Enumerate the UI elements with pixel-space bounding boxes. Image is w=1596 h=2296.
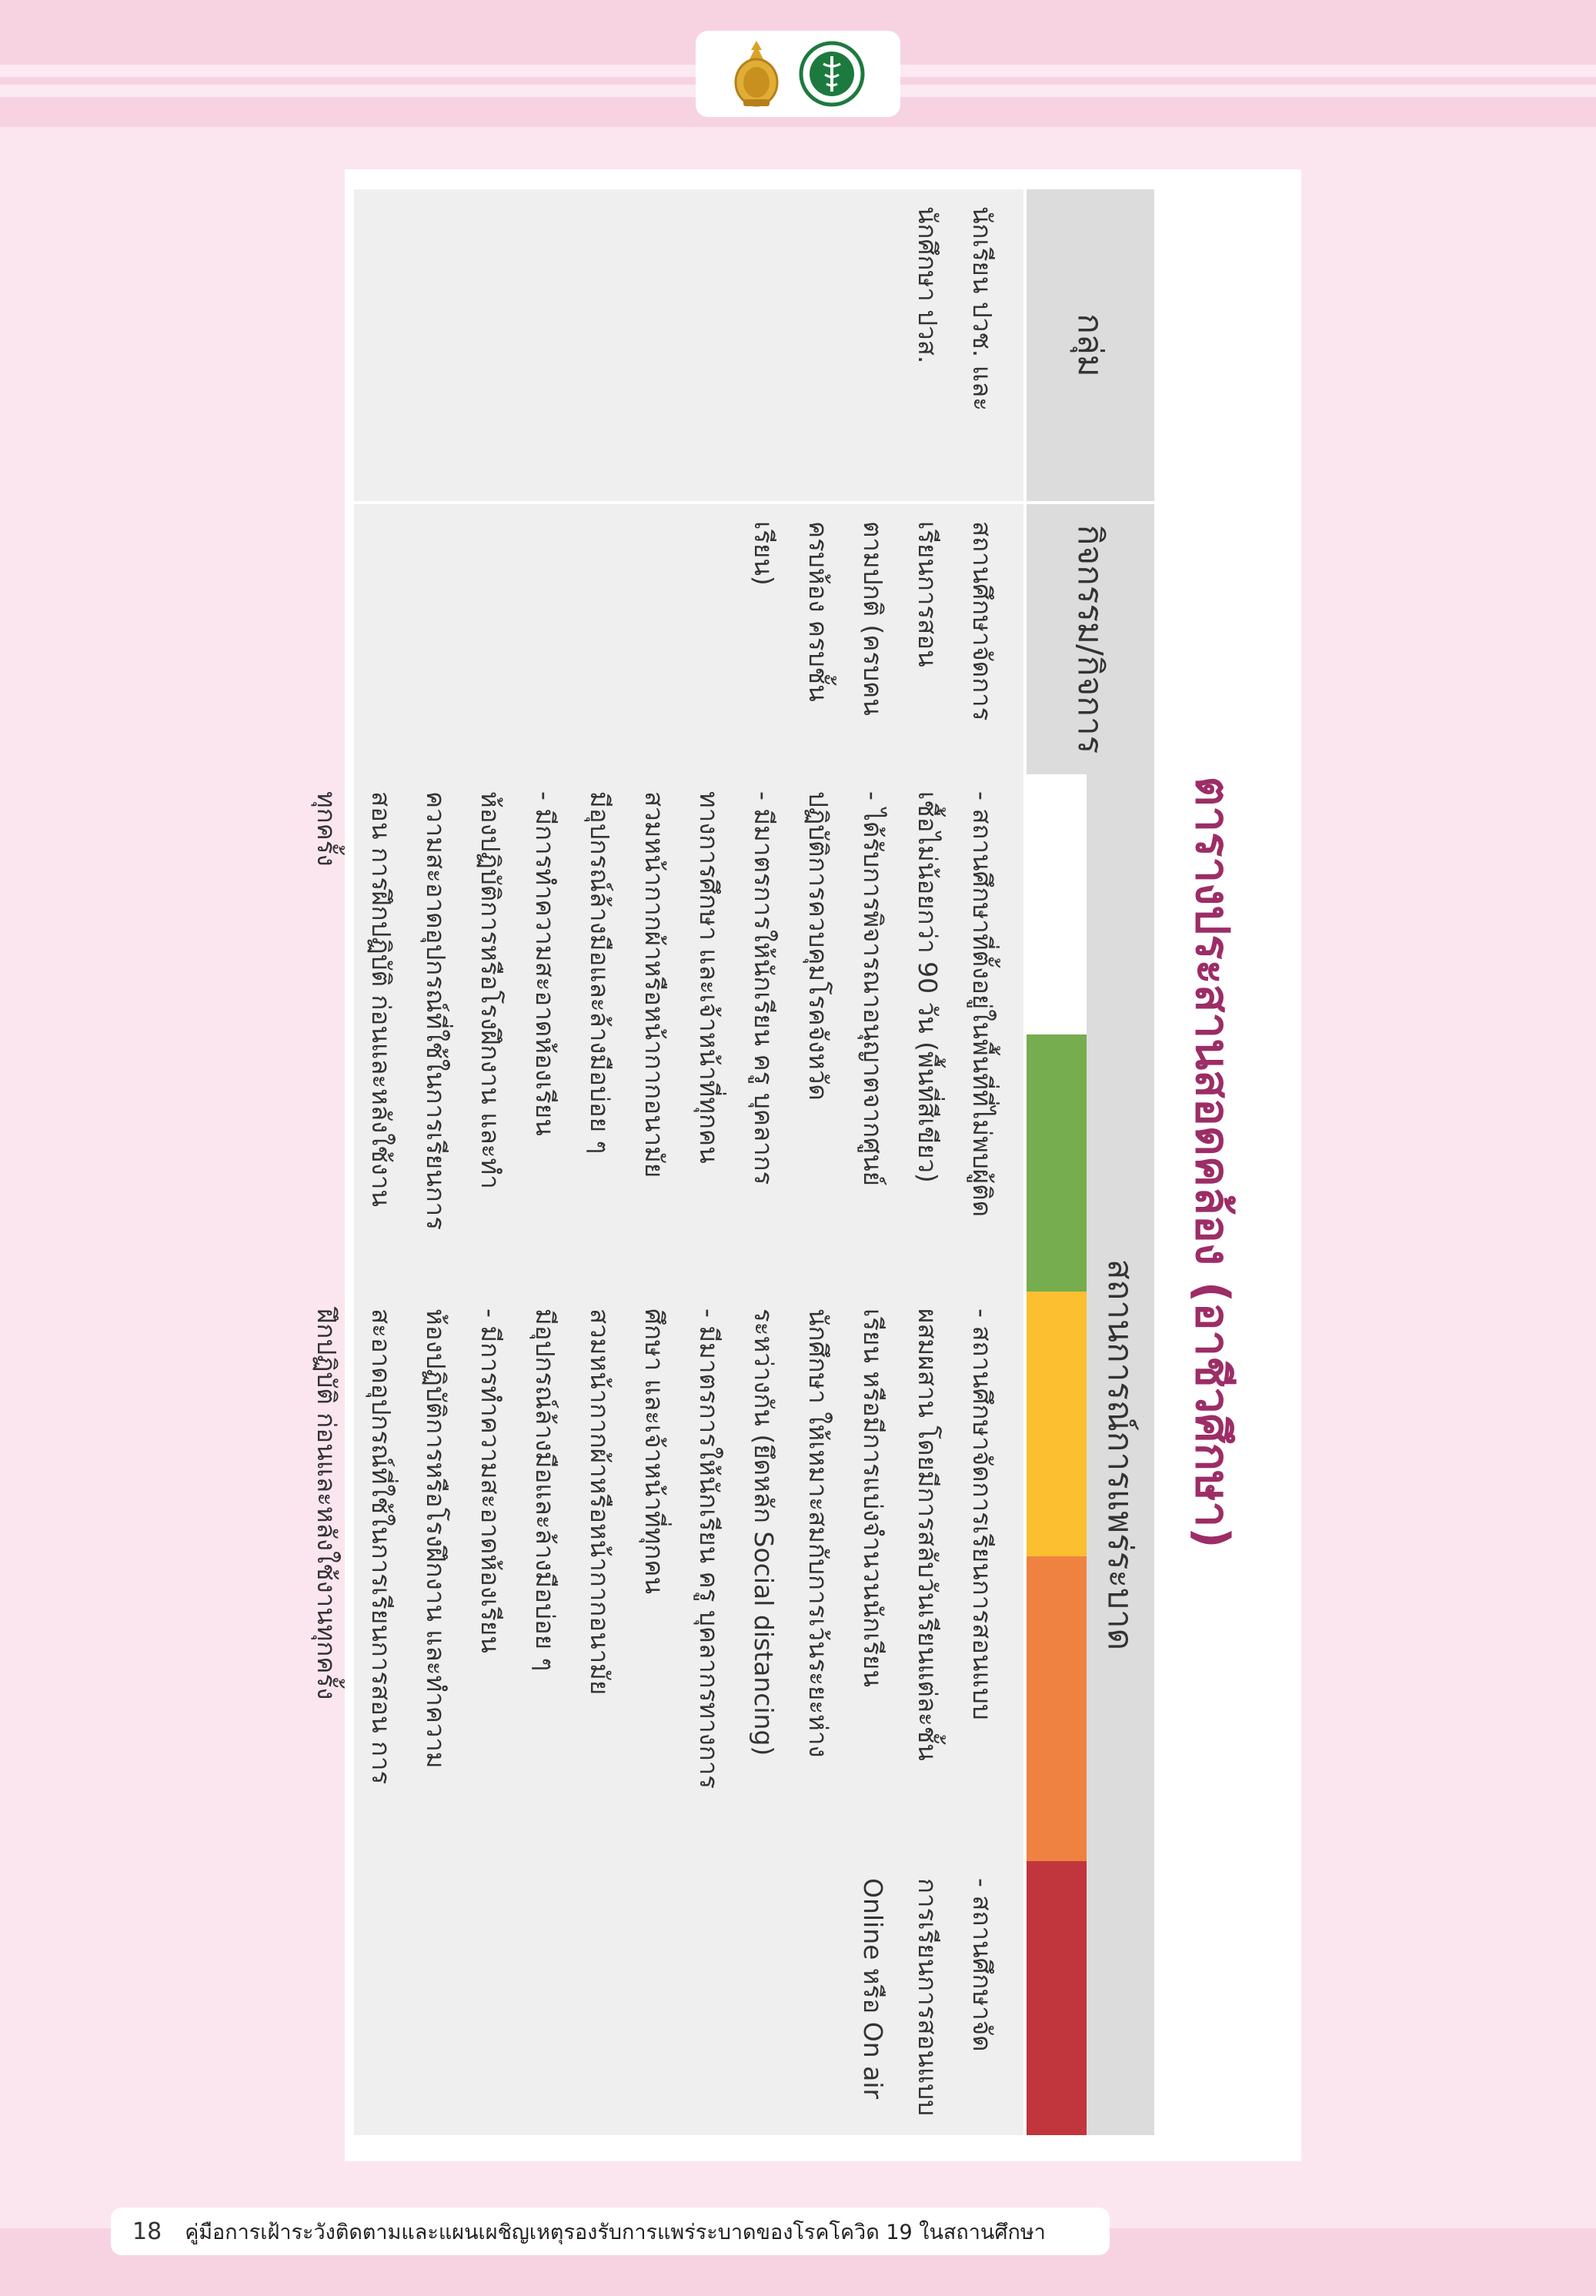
text-line: ห้องปฏิบัติการหรือโรงฝึกงาน และทำความ bbox=[421, 1308, 451, 1769]
table-container bbox=[312, 189, 1154, 2135]
cell-green-measures bbox=[312, 774, 1023, 1292]
text-line: นักศึกษา ให้เหมาะสมกับการเว้นระยะห่าง bbox=[803, 1308, 833, 1758]
footer bbox=[111, 2207, 1110, 2255]
text-line: เชื้อไม่น้อยกว่า 90 วัน (พื้นที่สีเขียว) bbox=[913, 791, 943, 1183]
text-line: มีอุปกรณ์ล้างมือและล้างมือบ่อย ๆ bbox=[585, 791, 615, 1155]
status-yellow-swatch bbox=[1027, 1292, 1087, 1556]
text-line: ศึกษา และเจ้าหน้าที่ทุกคน bbox=[639, 1308, 669, 1595]
text-line: สถานศึกษาจัดการ bbox=[967, 521, 997, 721]
text-line: ทุกครั้ง bbox=[312, 791, 342, 867]
text-line: - ได้รับการพิจารณาอนุญาตจากศูนย์ bbox=[858, 791, 888, 1186]
coordination-table bbox=[312, 189, 1154, 2135]
text-line: ห้องปฏิบัติการหรือโรงฝึกงาน และทำ bbox=[476, 791, 506, 1189]
text-line: นักศึกษา ปวส. bbox=[913, 206, 943, 364]
text-line: - มีการทำความสะอาดห้องเรียน bbox=[530, 791, 560, 1136]
text-line: มีอุปกรณ์ล้างมือและล้างมือบ่อย ๆ bbox=[530, 1308, 560, 1672]
text-line: - สถานศึกษาจัด bbox=[967, 1878, 997, 2052]
text-line: ความสะอาดอุปกรณ์ที่ใช้ในการเรียนการ bbox=[421, 791, 451, 1230]
page-number: 18 bbox=[132, 2217, 162, 2245]
text-line: ผสมผสาน โดยมีการสลับวันเรียนแต่ละชั้น bbox=[913, 1308, 943, 1761]
text-line: - มีการทำความสะอาดห้องเรียน bbox=[476, 1308, 506, 1653]
page-title: ตารางประสานสอดคล้อง (อาชีวศึกษา) bbox=[1185, 776, 1240, 1549]
text-line: ตามปกติ (ครบคน bbox=[858, 521, 888, 716]
text-line: นักเรียน ปวช. และ bbox=[967, 206, 997, 411]
logo-container bbox=[696, 31, 900, 117]
cell-orange-measures bbox=[312, 1292, 1023, 1861]
text-line: สวมหน้ากากผ้าหรือหน้ากากอนามัย bbox=[639, 791, 669, 1178]
status-red-swatch bbox=[1027, 1861, 1087, 2135]
header-activity: กิจกรรม/กิจการ bbox=[1027, 504, 1154, 774]
rotated-page-content bbox=[312, 177, 1253, 2147]
blank-header-cell bbox=[1027, 774, 1087, 1034]
ministry-education-seal-icon bbox=[731, 39, 782, 109]
text-line: สวมหน้ากากผ้าหรือหน้ากากอนามัย bbox=[585, 1308, 615, 1696]
header-situation: สถานการณ์การแพร่ระบาด bbox=[1087, 774, 1154, 2135]
text-line: เรียนการสอน bbox=[913, 521, 943, 667]
text-line: - สถานศึกษาที่ตั้งอยู่ในพื้นที่ที่ไม่พบผู้ติด bbox=[967, 791, 997, 1218]
text-line: ฝึกปฏิบัติ ก่อนและหลังใช้งานทุกครั้ง bbox=[312, 1308, 342, 1700]
cell-activity bbox=[354, 504, 1023, 774]
footer-title: คู่มือการเฝ้าระวังติดตามและแผนเผชิญเหตุรองรับการแพร่ระบาดของโรคโควิด 19 ในสถานศึกษา bbox=[185, 2220, 1046, 2244]
text-line: ครบห้อง ครบชั้น bbox=[803, 521, 833, 702]
text-line: ทางการศึกษา และเจ้าหน้าที่ทุกคน bbox=[694, 791, 724, 1164]
text-line: - มีมาตรการให้นักเรียน ครู บุคลากร bbox=[749, 791, 779, 1185]
text-line: Online หรือ On air bbox=[858, 1878, 888, 2100]
text-line: การเรียนการสอนแบบ bbox=[913, 1878, 943, 2117]
text-line: สอน การฝึกปฏิบัติ ก่อนและหลังใช้งาน bbox=[366, 791, 396, 1207]
header-group: กลุ่ม bbox=[1027, 189, 1154, 501]
cell-red-measures bbox=[354, 1861, 1023, 2135]
text-line: ระหว่างกัน (ยึดหลัก Social distancing) bbox=[749, 1308, 779, 1756]
text-line: ปฏิบัติการควบคุมโรคจังหวัด bbox=[803, 791, 833, 1101]
status-green-swatch bbox=[1027, 1034, 1087, 1292]
status-orange-swatch bbox=[1027, 1556, 1087, 1861]
text-line: สะอาดอุปกรณ์ที่ใช้ในการเรียนการสอน การ bbox=[366, 1308, 396, 1785]
text-line: - มีมาตรการให้นักเรียน ครู บุคลากรทางการ bbox=[694, 1308, 724, 1790]
text-line: เรียน หรือมีการแบ่งจำนวนนักเรียน bbox=[858, 1308, 888, 1687]
cell-group bbox=[354, 189, 1023, 501]
text-line: - สถานศึกษาจัดการเรียนการสอนแบบ bbox=[967, 1308, 997, 1720]
text-line: เรียน) bbox=[749, 521, 779, 586]
ministry-public-health-icon bbox=[799, 41, 865, 107]
